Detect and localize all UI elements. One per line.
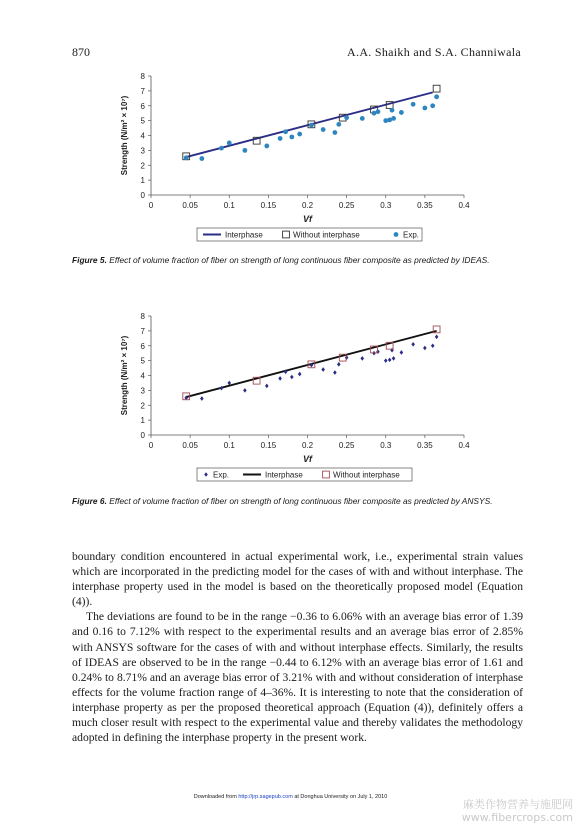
x-tick-label: 0.2 [301, 201, 314, 210]
data-point-exp- [431, 343, 435, 348]
x-tick-label: 0.1 [223, 201, 235, 210]
data-point-exp- [289, 135, 294, 140]
data-point-exp- [321, 127, 326, 132]
data-point-exp- [360, 356, 364, 361]
data-point-exp- [283, 129, 288, 134]
data-point-exp- [265, 384, 269, 389]
x-tick-label: 0 [148, 201, 154, 210]
data-point-exp- [278, 136, 283, 141]
data-point-exp- [243, 148, 248, 153]
figure-6-caption [72, 496, 528, 507]
data-point-exp- [200, 396, 204, 401]
data-point-exp- [333, 370, 337, 375]
plot-area [183, 326, 440, 401]
legend-label-interphase: Interphase [265, 470, 303, 480]
x-tick-label: 0.35 [417, 441, 433, 450]
figure-5-chart [60, 68, 530, 248]
legend-label-exp-: Exp. [213, 470, 230, 480]
y-tick-label: 6 [140, 101, 145, 111]
running-head: A.A. Shaikh and S.A. Channiwala [347, 45, 521, 59]
data-point-exp- [332, 130, 337, 135]
footer-suffix: at Donghua University on July 1, 2010 [294, 794, 388, 800]
data-point-exp- [392, 356, 396, 361]
x-tick-label: 0.4 [458, 201, 470, 210]
data-point-exp- [243, 388, 247, 393]
data-point-exp- [298, 372, 302, 377]
data-point-exp- [337, 362, 341, 367]
data-point-exp- [321, 367, 325, 372]
x-tick-label: 0.3 [380, 201, 392, 210]
figure-6-svg [60, 308, 530, 488]
legend-label-interphase: Interphase [225, 230, 263, 240]
y-tick-label: 3 [140, 146, 145, 156]
data-point-exp- [184, 155, 189, 160]
y-tick-label: 8 [140, 72, 145, 81]
body-text [72, 549, 523, 745]
y-axis-label: Strength (N/m² × 10⁷) [120, 335, 129, 416]
y-axis-label: Strength (N/m² × 10⁷) [120, 95, 129, 176]
x-tick-label: 0.25 [338, 441, 355, 450]
watermark-line-1: 麻类作物营养与施肥网 [463, 798, 573, 811]
data-point-exp- [384, 358, 388, 363]
y-tick-label: 5 [140, 356, 145, 366]
y-tick-label: 6 [140, 341, 145, 351]
data-point-exp- [227, 141, 232, 146]
y-tick-label: 2 [140, 401, 145, 411]
figure-5-caption-label: Figure 5. [72, 255, 107, 265]
legend [197, 228, 422, 241]
data-point-exp- [435, 335, 439, 340]
data-point-exp- [422, 106, 427, 111]
x-tick-label: 0.05 [182, 441, 198, 450]
y-tick-label: 8 [140, 312, 145, 321]
plot-area [183, 85, 440, 161]
data-point-exp- [219, 146, 224, 151]
data-point-exp- [376, 109, 381, 114]
data-point-exp- [278, 376, 282, 381]
data-point-exp- [344, 115, 349, 120]
legend-label-without-interphase: Without interphase [333, 470, 400, 480]
y-tick-label: 3 [140, 386, 145, 396]
x-tick-label: 0.05 [182, 201, 198, 210]
data-point-exp- [290, 375, 294, 380]
legend-swatch-exp- [394, 232, 399, 237]
figure-5-caption [72, 255, 528, 266]
watermark [462, 798, 573, 824]
data-point-exp- [411, 102, 416, 107]
data-point-exp- [309, 123, 314, 128]
y-tick-label: 0 [140, 191, 145, 200]
y-tick-label: 7 [140, 326, 145, 336]
y-tick-label: 4 [140, 131, 145, 141]
legend-label-exp-: Exp. [403, 230, 420, 240]
data-point-exp- [264, 144, 269, 149]
figure-6-chart [60, 308, 530, 488]
y-tick-label: 5 [140, 116, 145, 126]
x-tick-label: 0.1 [223, 441, 235, 450]
figure-5-caption-text: Effect of volume fraction of fiber on strength of long continuous fiber composite as predicted by IDEAS. [109, 255, 490, 265]
x-axis-label: Vf [303, 454, 312, 464]
data-point-exp- [345, 355, 349, 360]
figure-5-svg [60, 68, 530, 248]
x-tick-label: 0.3 [380, 441, 392, 450]
y-tick-label: 4 [140, 371, 145, 381]
data-point-exp- [391, 116, 396, 121]
y-tick-label: 2 [140, 161, 145, 171]
data-point-exp- [336, 122, 341, 127]
legend-label-without-interphase: Without interphase [293, 230, 360, 240]
body-paragraph-1: boundary condition encountered in actual experimental work, i.e., experimental strain values which are incorporated in the predicting model for the cases of with and without interphase. The interphase property used in the model is based on the theoretically proposed model (Equation (4)). [72, 550, 523, 609]
footer-link[interactable]: http://jrp.sagepub.com [238, 794, 293, 800]
figure-6-caption-text: Effect of volume fraction of fiber on strength of long continuous fiber composite as predicted by ANSYS. [109, 496, 493, 506]
data-point-exp- [400, 350, 404, 355]
data-point-exp- [199, 156, 204, 161]
x-tick-label: 0.15 [260, 201, 277, 210]
y-tick-label: 1 [140, 176, 145, 186]
legend [197, 468, 412, 481]
x-tick-label: 0.35 [417, 201, 433, 210]
x-axis-label: Vf [303, 214, 312, 224]
data-point-exp- [399, 110, 404, 115]
y-tick-label: 7 [140, 86, 145, 96]
y-tick-label: 1 [140, 416, 145, 426]
x-tick-label: 0.25 [338, 201, 355, 210]
data-point-exp- [390, 108, 395, 113]
x-tick-label: 0 [148, 441, 154, 450]
x-tick-label: 0.4 [458, 441, 470, 450]
data-point-exp- [388, 358, 392, 363]
footer-prefix: Downloaded from [193, 794, 237, 800]
data-point-exp- [297, 132, 302, 137]
data-point-exp- [423, 346, 427, 351]
x-tick-label: 0.2 [301, 441, 314, 450]
figure-6-caption-label: Figure 6. [72, 496, 107, 506]
body-paragraph-2: The deviations are found to be in the range −0.36 to 6.06% with an average bias error of 1.39 and 0.16 to 7.12% with respect to the experimental results and an average bias error of 2.85% with ANSYS software for the cases of with and without interphase effects. Similarly, the results of IDEAS are observed to be in the range −0.44 to 6.12% with an average bias error of 1.61 and 0.24% to 8.71% and an average bias error of 3.21% with and without consideration of interphase effects for the volume fraction range of 4–36%. It is interesting to note that the consideration of interphase property as per the proposed theoretical approach (Equation (4)), definitely offers a much closer result with respect to the experimental value and thereby validates the methodology adopted in defining the interphase property in the present work. [72, 610, 523, 745]
data-point-without-interphase [433, 85, 440, 92]
page-number: 870 [72, 45, 90, 59]
y-tick-label: 0 [140, 431, 145, 440]
data-point-exp- [434, 94, 439, 99]
x-tick-label: 0.15 [260, 441, 277, 450]
watermark-line-2: www.fibercrops.com [461, 811, 573, 824]
data-point-exp- [360, 116, 365, 121]
data-point-exp- [430, 103, 435, 108]
data-point-exp- [411, 342, 415, 347]
